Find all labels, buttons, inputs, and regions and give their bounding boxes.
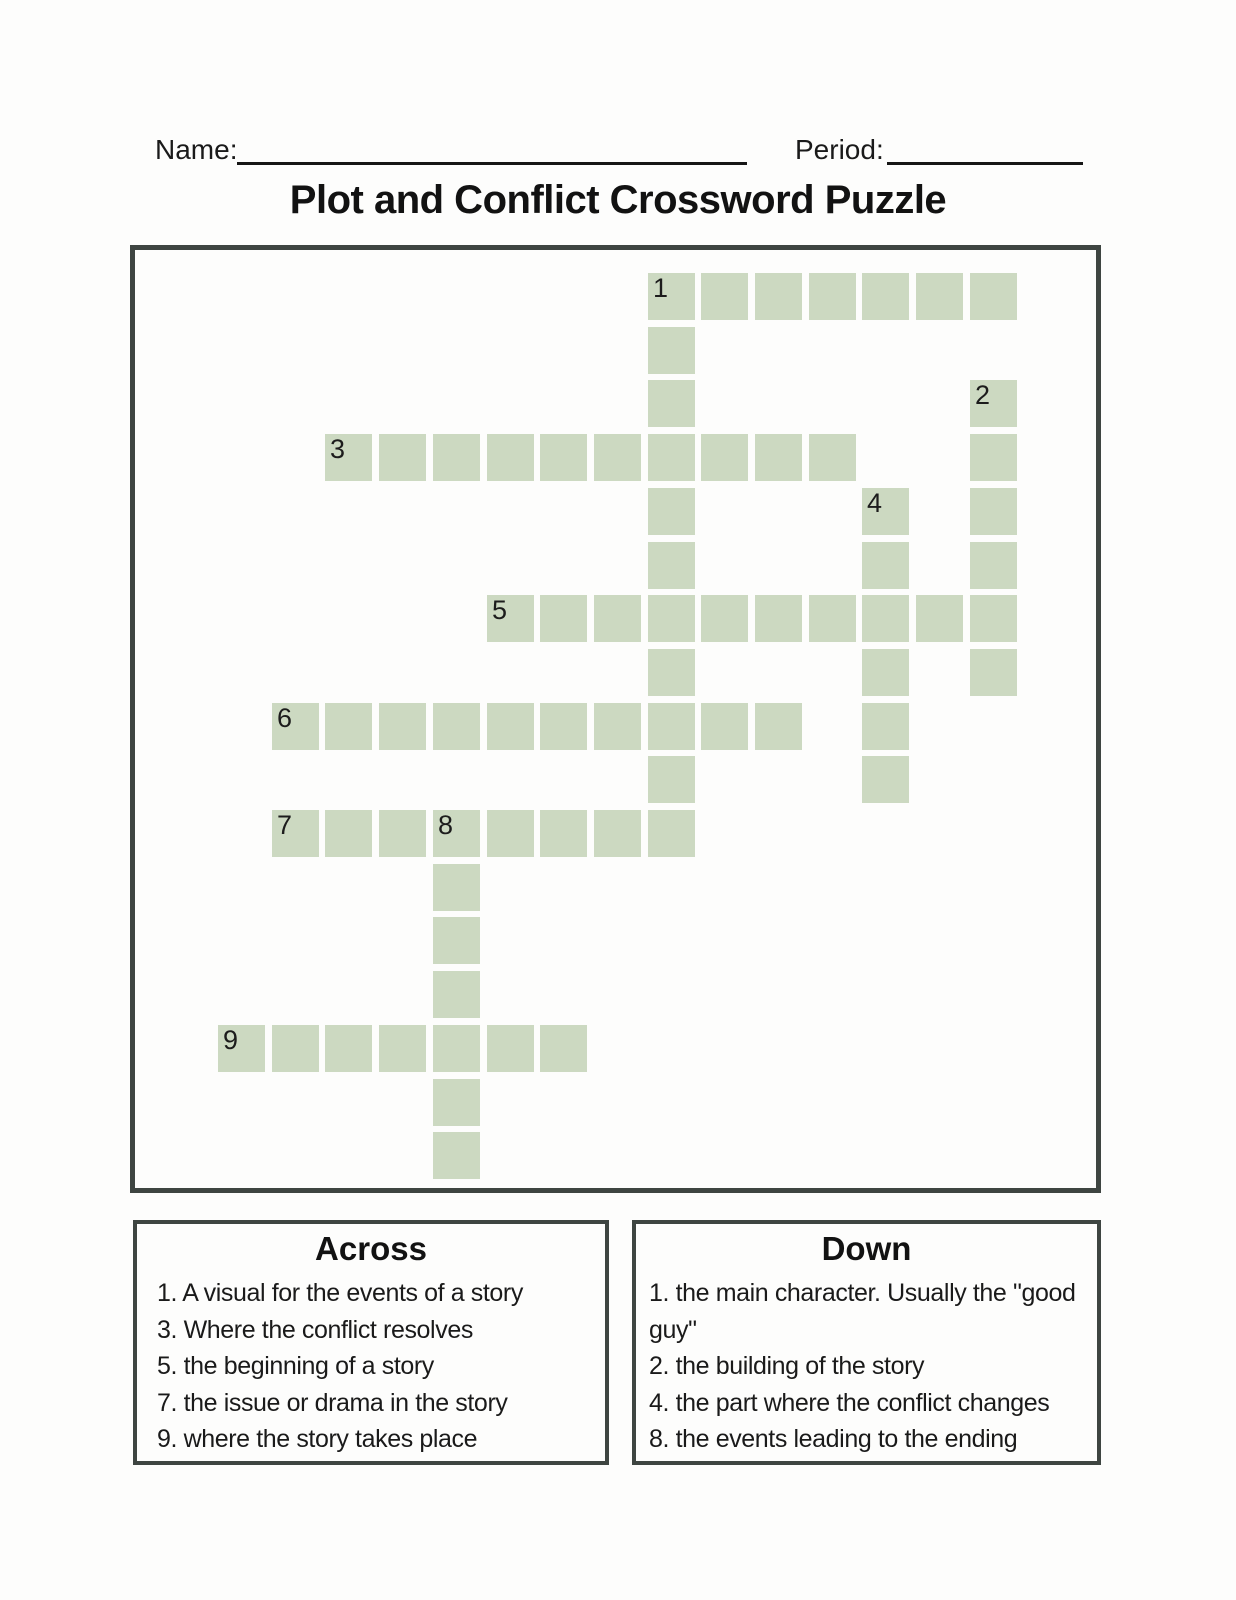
grid-cell[interactable]	[809, 595, 856, 642]
down-clue-list	[636, 1275, 1097, 1458]
grid-cell[interactable]	[755, 273, 802, 320]
grid-cell[interactable]	[325, 1025, 372, 1072]
grid-cell[interactable]	[272, 810, 319, 857]
grid-cell[interactable]	[487, 810, 534, 857]
grid-cell[interactable]	[433, 434, 480, 481]
across-clue-list	[137, 1275, 605, 1458]
grid-cell[interactable]	[487, 703, 534, 750]
grid-cell[interactable]	[970, 380, 1017, 427]
grid-cell[interactable]	[325, 703, 372, 750]
grid-cell[interactable]	[648, 649, 695, 696]
clue-item: 5. the beginning of a story	[157, 1352, 434, 1380]
grid-cell[interactable]	[379, 810, 426, 857]
grid-cell[interactable]	[755, 434, 802, 481]
grid-cell[interactable]	[540, 595, 587, 642]
grid-cell[interactable]	[325, 434, 372, 481]
grid-cell[interactable]	[648, 434, 695, 481]
grid-cell[interactable]	[487, 1025, 534, 1072]
grid-cell[interactable]	[648, 488, 695, 535]
grid-cell[interactable]	[648, 380, 695, 427]
grid-cell[interactable]	[433, 917, 480, 964]
grid-cell[interactable]	[970, 273, 1017, 320]
grid-cell[interactable]	[648, 327, 695, 374]
grid-cell[interactable]	[433, 864, 480, 911]
grid-cell[interactable]	[487, 434, 534, 481]
clue-item: 8. the events leading to the ending	[649, 1425, 1018, 1453]
clue-item: 3. Where the conflict resolves	[157, 1315, 473, 1344]
cell-number: 5	[492, 595, 508, 625]
grid-cell[interactable]	[379, 434, 426, 481]
clue-item: 4. the part where the conflict changes	[649, 1388, 1050, 1417]
grid-cell[interactable]	[594, 703, 641, 750]
grid-cell[interactable]	[648, 595, 695, 642]
period-label: Period:	[795, 134, 884, 165]
period-blank-line[interactable]	[887, 162, 1083, 165]
grid-cell[interactable]	[648, 273, 695, 320]
grid-cell[interactable]	[594, 595, 641, 642]
grid-cell[interactable]	[540, 810, 587, 857]
grid-cell[interactable]	[970, 542, 1017, 589]
grid-cell[interactable]	[433, 1132, 480, 1179]
grid-cell[interactable]	[433, 971, 480, 1018]
grid-cell[interactable]	[970, 434, 1017, 481]
grid-cell[interactable]	[594, 810, 641, 857]
grid-cell[interactable]	[540, 434, 587, 481]
across-title: Across	[315, 1230, 427, 1267]
grid-cell[interactable]	[433, 1025, 480, 1072]
grid-cell[interactable]	[272, 1025, 319, 1072]
cell-number: 8	[438, 810, 454, 840]
grid-cell[interactable]	[809, 434, 856, 481]
grid-cell[interactable]	[540, 703, 587, 750]
grid-cell[interactable]	[970, 649, 1017, 696]
cell-number: 6	[277, 703, 293, 733]
cell-number: 7	[277, 810, 293, 840]
page-title: Plot and Conflict Crossword Puzzle	[289, 178, 947, 222]
cell-number: 2	[975, 380, 991, 410]
grid-cell[interactable]	[433, 703, 480, 750]
grid-cell[interactable]	[648, 542, 695, 589]
grid-cell[interactable]	[970, 488, 1017, 535]
grid-cell[interactable]	[648, 703, 695, 750]
cell-number: 9	[223, 1025, 239, 1055]
clue-item: 2. the building of the story	[649, 1352, 925, 1380]
grid-cell[interactable]	[487, 595, 534, 642]
name-label: Name:	[155, 134, 238, 165]
grid-cell[interactable]	[540, 1025, 587, 1072]
grid-cell[interactable]	[916, 595, 963, 642]
down-title: Down	[821, 1230, 912, 1267]
grid-cell[interactable]	[272, 703, 319, 750]
cell-number: 3	[330, 434, 346, 464]
across-clues-box	[133, 1220, 609, 1465]
grid-cell[interactable]	[379, 1025, 426, 1072]
grid-cell[interactable]	[862, 649, 909, 696]
grid-cell[interactable]	[701, 434, 748, 481]
grid-cell[interactable]	[701, 595, 748, 642]
grid-cell[interactable]	[218, 1025, 265, 1072]
grid-cell[interactable]	[325, 810, 372, 857]
grid-cell[interactable]	[862, 756, 909, 803]
grid-cell[interactable]	[862, 595, 909, 642]
name-blank-line[interactable]	[237, 162, 747, 165]
clue-item: 9. where the story takes place	[157, 1425, 478, 1453]
clue-item: 1. the main character. Usually the "good guy"	[649, 1279, 1076, 1344]
grid-cell[interactable]	[970, 595, 1017, 642]
grid-cell[interactable]	[648, 756, 695, 803]
grid-cell[interactable]	[701, 703, 748, 750]
grid-cell[interactable]	[755, 703, 802, 750]
grid-cell[interactable]	[701, 273, 748, 320]
grid-cell[interactable]	[809, 273, 856, 320]
clue-item: 1. A visual for the events of a story	[157, 1279, 523, 1307]
grid-cell[interactable]	[433, 1079, 480, 1126]
grid-cell[interactable]	[379, 703, 426, 750]
cell-number: 4	[867, 488, 883, 518]
grid-cell[interactable]	[862, 703, 909, 750]
grid-cell[interactable]	[648, 810, 695, 857]
crossword-grid	[130, 245, 1101, 1193]
grid-cell[interactable]	[755, 595, 802, 642]
grid-cell[interactable]	[862, 488, 909, 535]
grid-cell[interactable]	[916, 273, 963, 320]
grid-cell[interactable]	[862, 542, 909, 589]
grid-cell[interactable]	[862, 273, 909, 320]
grid-cell[interactable]	[433, 810, 480, 857]
cell-number: 1	[653, 273, 669, 303]
grid-cell[interactable]	[594, 434, 641, 481]
down-clues-box	[632, 1220, 1101, 1465]
clue-item: 7. the issue or drama in the story	[157, 1388, 508, 1417]
